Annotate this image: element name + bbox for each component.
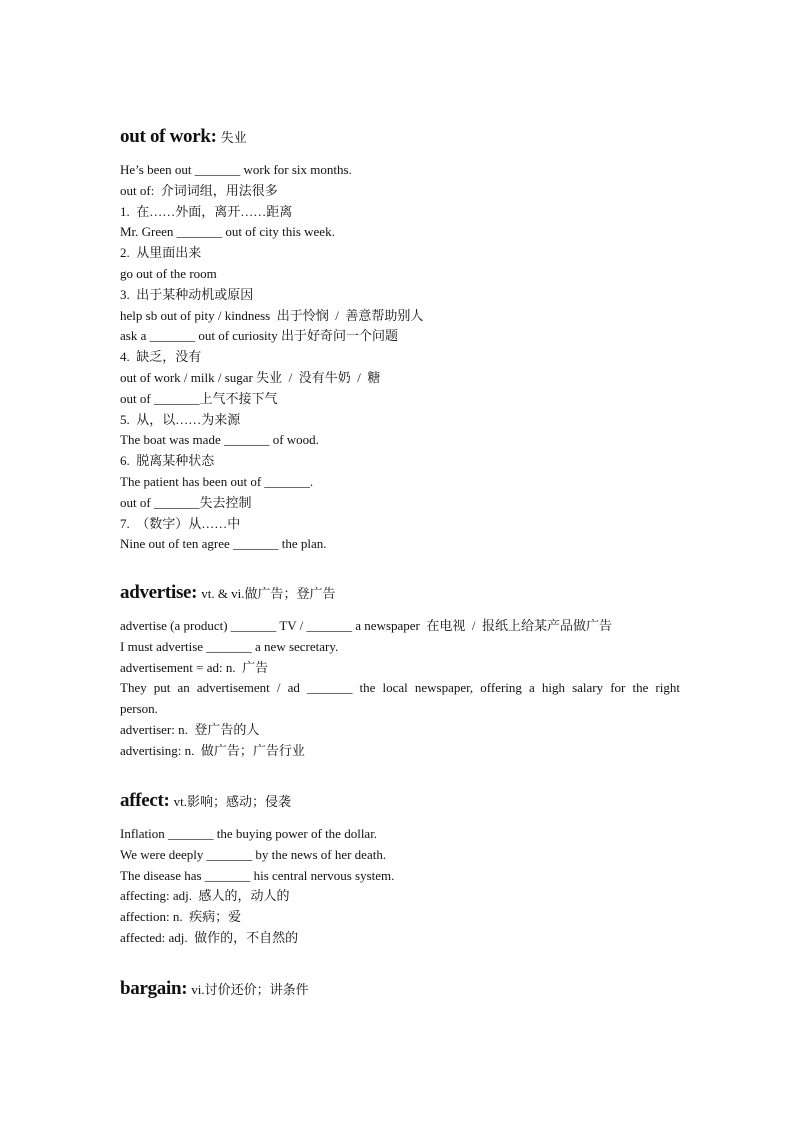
headword-definition: 失业 (220, 130, 247, 145)
entry-heading (120, 582, 680, 608)
text-line: 1. 在……外面，离开……距离 (120, 203, 293, 219)
entry-heading (120, 790, 680, 816)
text-line: Nine out of ten agree _______ the plan. (120, 536, 327, 552)
text-line: Inflation _______ the buying power of the dollar. (120, 826, 378, 841)
text-line: out of _______上气不接下气 (120, 390, 278, 406)
text-line: help sb out of pity / kindness 出于怜悯 / 善意帮助别人 (120, 307, 424, 323)
text-line: advertising: n. 做广告；广告行业 (120, 742, 305, 758)
headword: bargain: (120, 978, 188, 999)
entry-heading (120, 978, 680, 1004)
text-line: He’s been out _______ work for six months. (120, 162, 352, 177)
text-line: They put an advertisement / ad _______ the local newspaper, offering a high salary for the right (120, 680, 680, 696)
headword-definition: vi.讨价还价；讲条件 (191, 982, 309, 997)
entry-advertise (120, 582, 680, 762)
text-line: affecting: adj. 感人的，动人的 (120, 888, 290, 904)
text-line: person. (120, 701, 158, 717)
entry-affect (120, 790, 680, 949)
headword-definition: vt. & vi.做广告；登广告 (201, 586, 336, 601)
text-line: go out of the room (120, 265, 217, 281)
text-line: 7. （数字）从……中 (120, 515, 241, 531)
text-line: 4. 缺乏，没有 (120, 349, 202, 365)
entry-bargain (120, 978, 680, 1012)
headword: affect: (120, 790, 170, 811)
text-line: Mr. Green _______ out of city this week. (120, 224, 335, 240)
text-line: 6. 脱离某种状态 (120, 453, 215, 469)
document-body (120, 126, 680, 999)
text-line: out of: 介词词组，用法很多 (120, 182, 278, 198)
text-line: The patient has been out of _______. (120, 473, 314, 489)
text-line: advertisement = ad: n. 广告 (120, 659, 269, 675)
text-line: I must advertise _______ a new secretary. (120, 638, 339, 654)
entry-heading (120, 126, 680, 152)
text-line: advertise (a product) _______ TV / _______ a newspaper 在电视 / 报纸上给某产品做广告 (120, 618, 613, 633)
text-line: 3. 出于某种动机或原因 (120, 286, 254, 302)
entry-out-of-work (120, 126, 680, 555)
text-line: advertiser: n. 登广告的人 (120, 721, 260, 737)
text-line: ask a _______ out of curiosity 出于好奇问一个问题 (120, 328, 399, 344)
text-line: 2. 从里面出来 (120, 245, 202, 261)
text-line: affected: adj. 做作的，不自然的 (120, 929, 299, 945)
text-line: We were deeply _______ by the news of her death. (120, 846, 387, 862)
text-line: affection: n. 疾病；爱 (120, 909, 242, 925)
text-line: out of work / milk / sugar 失业 / 没有牛奶 / 糖 (120, 369, 381, 385)
headword: out of work: (120, 126, 217, 147)
text-line: The boat was made _______ of wood. (120, 432, 319, 448)
text-line: The disease has _______ his central nervous system. (120, 867, 395, 883)
headword-definition: vt.影响；感动；侵袭 (173, 794, 291, 809)
headword: advertise: (120, 582, 198, 603)
text-line: out of _______失去控制 (120, 494, 252, 510)
text-line: 5. 从，以……为来源 (120, 411, 241, 427)
